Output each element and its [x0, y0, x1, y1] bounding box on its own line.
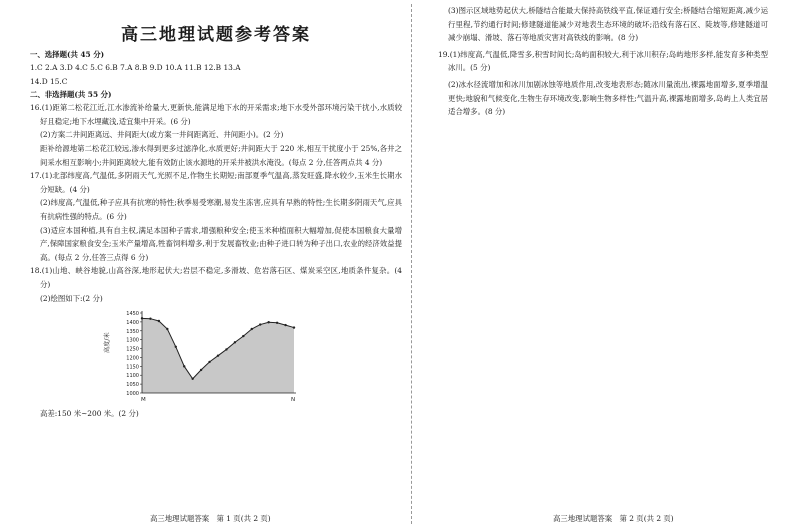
y-tick-label: 1150	[126, 364, 139, 371]
x-start-label: M	[141, 397, 146, 404]
page-divider	[411, 4, 412, 524]
page-title: 高三地理试题参考答案	[121, 25, 311, 45]
answer-16-1: 16.(1)距第二松花江近,江水渗流补给量大,更新快,能满足地下水的开采需求;地下水受外部环境污染干扰小,水质较好且稳定;地下水埋藏浅,适宜集中开采。(6 分)	[30, 103, 402, 126]
x-end-label: N	[291, 397, 296, 404]
y-tick-label: 1400	[126, 319, 139, 326]
answer-16-2a: (2)方案二井间距离远、井间距大(或方案一井间距离近、井间距小)。(2 分)	[40, 130, 284, 140]
profile-point	[191, 378, 193, 380]
answer-18-2: (2)绘图如下:(2 分)	[40, 293, 103, 303]
answer-17-1: 17.(1)北部纬度高,气温低,多阴雨天气,光照不足,作物生长期短;南部夏季气温高,蒸发旺盛,降水较少,玉米生长期水分短缺。(4 分)	[30, 171, 402, 194]
profile-point	[276, 322, 278, 324]
answer-page-1	[30, 0, 402, 421]
profile-point	[158, 320, 160, 322]
profile-point	[251, 328, 253, 330]
profile-point	[284, 324, 286, 326]
section-heading-choice: 一、选择题(共 45 分)	[30, 50, 105, 59]
profile-point	[217, 355, 219, 357]
elevation-profile-chart	[104, 307, 304, 407]
section-heading-nonchoice: 二、非选择题(共 55 分)	[30, 90, 112, 100]
profile-point	[225, 348, 227, 350]
profile-point	[234, 341, 236, 343]
page-2-footer: 高三地理试题答案 第 2 页(共 2 页)	[553, 514, 674, 523]
profile-point	[175, 346, 177, 348]
y-tick-label: 1300	[126, 337, 139, 344]
y-tick-label: 1200	[126, 355, 139, 362]
answer-19-2: (2)冰水径流增加和冰川加剧冰蚀等地质作用,改变地表形态;随冰川量流出,裸露地面增多,夏季增温更快;地貌和气候变化,生物生存环境改变,影响生物多样性;气温升高,裸露地面增多,岛屿上人类宜居适合增多。(8 分)	[448, 79, 768, 117]
answer-18-height-difference: 高差:150 米~200 米。(2 分)	[40, 409, 139, 419]
profile-point	[242, 335, 244, 337]
y-tick-label: 1050	[126, 382, 139, 389]
y-tick-label: 1000	[126, 391, 139, 398]
y-tick-label: 1100	[126, 373, 139, 380]
page-1-footer: 高三地理试题答案 第 1 页(共 2 页)	[150, 514, 271, 523]
choice-answers-line-2: 14.D 15.C	[30, 76, 68, 86]
profile-point	[166, 328, 168, 330]
profile-point	[183, 365, 185, 367]
profile-point	[259, 323, 261, 325]
answer-18-1: 18.(1)山地、峡谷地貌,山高谷深,地形起伏大;岩层不稳定,多滑坡、危岩落石区、煤炭采空区,地质条件复杂。(4 分)	[30, 266, 402, 289]
profile-point	[200, 369, 202, 371]
elevation-profile-svg	[114, 307, 304, 407]
answer-19-1: 19.(1)纬度高,气温低,降雪多,积雪时间长;岛屿面积较大,利于冰川积存;岛屿地形多样,能发育多种类型冰川。(5 分)	[438, 49, 768, 73]
answer-17-3: (3)适应本国种植,具有自主权,满足本国种子需求,增强粮种安全;使玉米种植面积大幅增加,促使本国粮食大量增产,保障国家粮食安全;玉米产量增高,牲畜饲料增多,利于发展畜牧业;由种子进口转为种子出口,农业的经济效益提高。(每点 2 分,任答三点得 6 分)	[40, 225, 402, 262]
profile-point	[208, 361, 210, 363]
chart-y-axis-label: 高度/米	[104, 332, 111, 354]
y-tick-label: 1450	[126, 311, 139, 318]
answer-16-2b: 距补给源地第二松花江较远,渗水得到更多过滤净化,水质更好;井间距大于 220 米,相互干扰度小于 25%,各井之间采水相互影响小;井间距离较大,能有效防止该水源地的开采井被洪水淹没。(每点 2 分,任答两点共 4 分)	[40, 143, 402, 167]
profile-point	[293, 326, 295, 328]
y-tick-label: 1250	[126, 346, 139, 353]
profile-point	[267, 321, 269, 323]
answer-17-2: (2)纬度高,气温低,种子应具有抗寒的特性;秋季易受寒潮,易发生冻害,应具有早熟的特性;生长期多阴雨天气,应具有抗病性强的特点。(6 分)	[40, 198, 402, 221]
profile-point	[149, 318, 151, 320]
y-tick-label: 1350	[126, 328, 139, 335]
answer-18-3: (3)图示区域地势起伏大,桥隧结合能最大保持高铁线平直,保证通行安全;桥隧结合缩短距离,减少运行里程,节约通行时间;修建隧道能减少对地表生态环境的破坏;沿线有落石区、陡坡等,修建隧道可减少崩塌、滑坡、落石等地质灾害对高铁线的影响。(8 分)	[448, 6, 768, 43]
answer-page-2	[438, 0, 768, 119]
choice-answers-line-1: 1.C 2.A 3.D 4.C 5.C 6.B 7.A 8.B 9.D 10.A 11.B 12.B 13.A	[30, 63, 241, 72]
